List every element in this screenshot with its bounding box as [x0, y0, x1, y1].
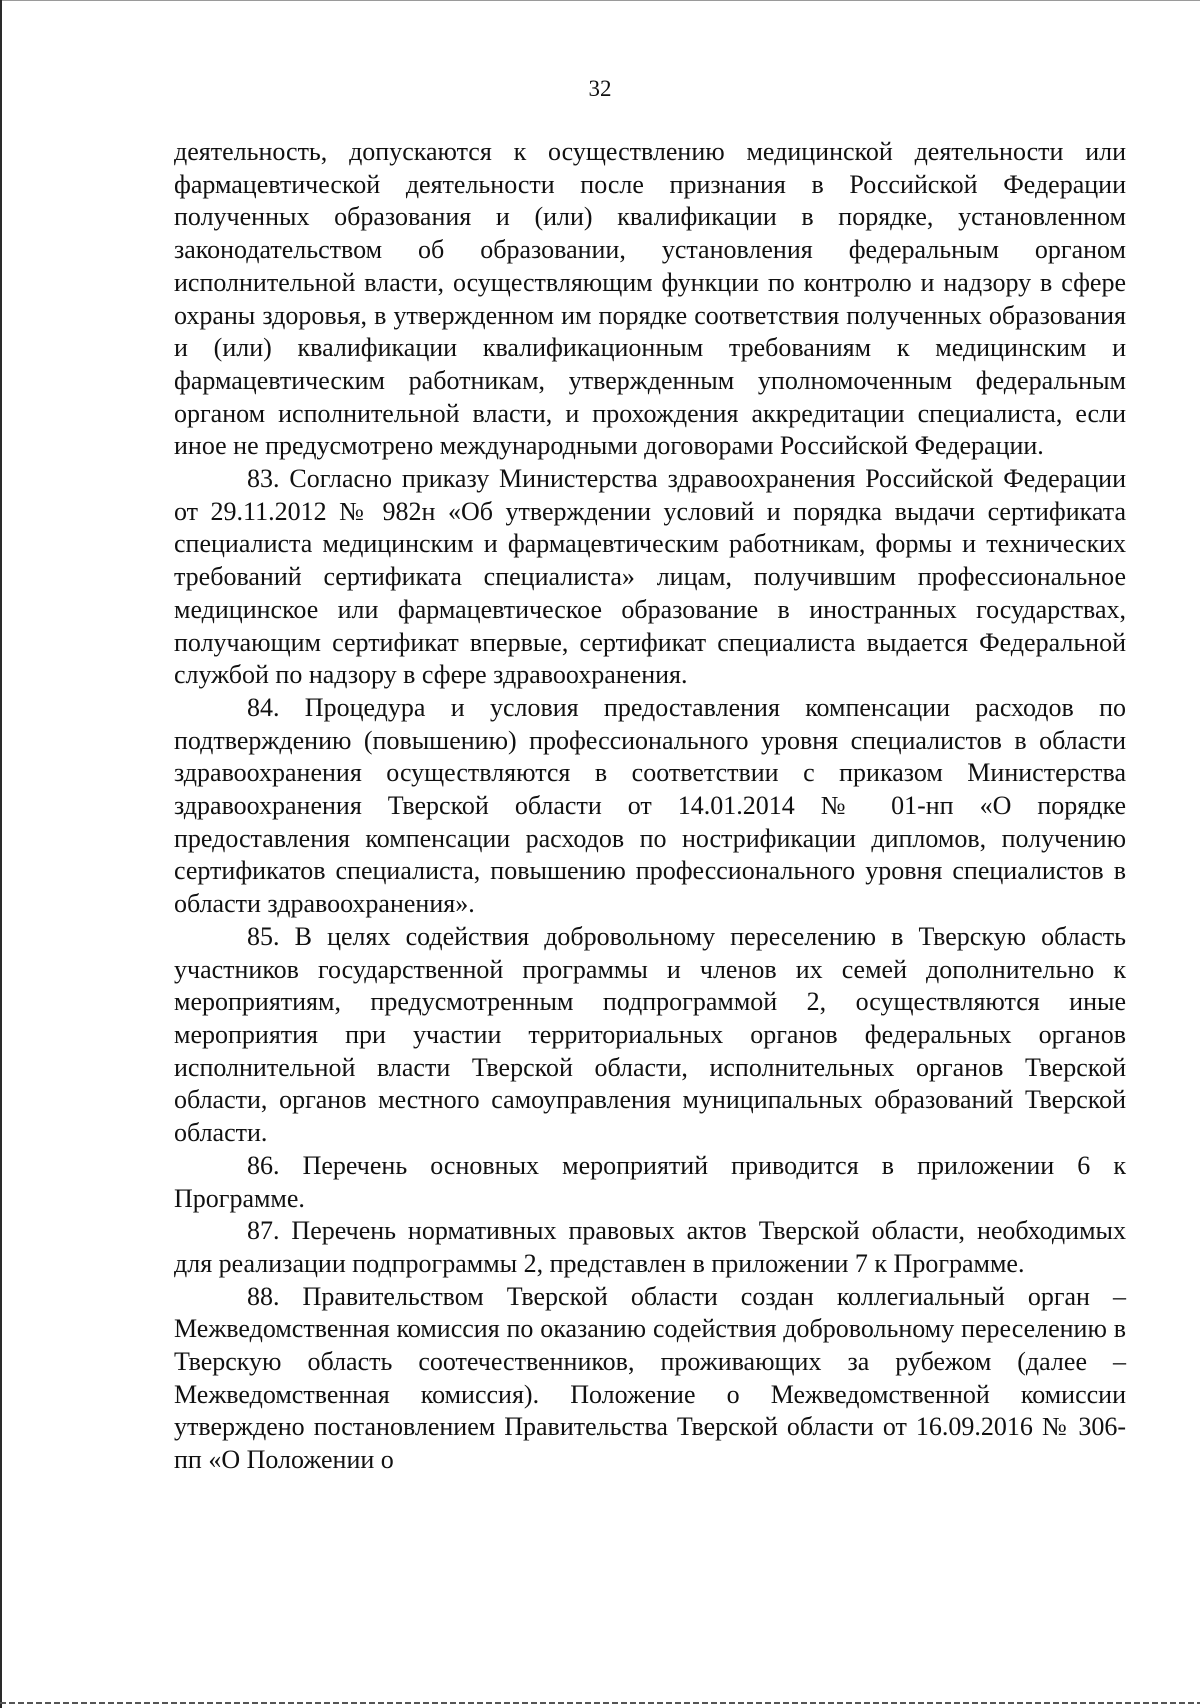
scan-border-left: [0, 0, 2, 1708]
scan-border-top: [0, 0, 1200, 1]
paragraph-83: 83. Согласно приказу Министерства здравоохранения Российской Федерации от 29.11.2012 № 982н «Об утверждении условий и порядка выдачи сертификата специалиста медицинским и фармацевтическим работникам, формы и технических требований сертификата специалиста» лицам, получившим профессиональное медицинское или фармацевтическое образование в иностранных государствах, получающим сертификат впервые, сертификат специалиста выдается Федеральной службой по надзору в сфере здравоохранения.: [174, 464, 1126, 690]
paragraph-88: 88. Правительством Тверской области создан коллегиальный орган – Межведомственная комиссия по оказанию содействия добровольному переселению в Тверскую область соотечественников, проживающих за рубежом (далее – Межведомственная комиссия). Положение о Межведомственной комиссии утверждено постановлением Правительства Тверской области от 16.09.2016 № 306-пп «О Положении о: [174, 1281, 1126, 1475]
paragraph-85: 85. В целях содействия добровольному переселению в Тверскую область участников государственной программы и членов их семей дополнительно к мероприятиям, предусмотренным подпрограммой 2, осуществляются иные мероприятия при участии территориальных органов федеральных органов исполнительной власти Тверской области, исполнительных органов Тверской области, органов местного самоуправления муниципальных образований Тверской области.: [174, 921, 1126, 1148]
scan-border-bottom: [0, 1702, 1200, 1704]
page-number: 32: [588, 76, 612, 101]
paragraph-86: 86. Перечень основных мероприятий приводится в приложении 6 к Программе.: [174, 1150, 1126, 1213]
paragraph-continuation: деятельность, допускаются к осуществлению медицинской деятельности или фармацевтической деятельности после признания в Российской Федерации полученных образования и (или) квалификации в порядке, установленном законодательством об образовании, установления федеральным органом исполнительной власти, осуществляющим функции по контролю и надзору в сфере охраны здоровья, в утвержденном им порядке соответствия полученных образования и (или) квалификации квалификационным требованиям к медицинским и фармацевтическим работникам, утвержденным уполномоченным федеральным органом исполнительной власти, и прохождения аккредитации специалиста, если иное не предусмотрено международными договорами Российской Федерации.: [174, 137, 1126, 461]
document-body: [174, 136, 1126, 1477]
paragraph-87: 87. Перечень нормативных правовых актов Тверской области, необходимых для реализации подпрограммы 2, представлен в приложении 7 к Программе.: [174, 1216, 1126, 1278]
paragraph-84: 84. Процедура и условия предоставления компенсации расходов по подтверждению (повышению) профессионального уровня специалистов в области здравоохранения осуществляются в соответствии с приказом Министерства здравоохранения Тверской области от 14.01.2014 № 01-нп «О порядке предоставления компенсации расходов по нострификации дипломов, получению сертификатов специалиста, повышению профессионального уровня специалистов в области здравоохранения».: [174, 692, 1126, 919]
